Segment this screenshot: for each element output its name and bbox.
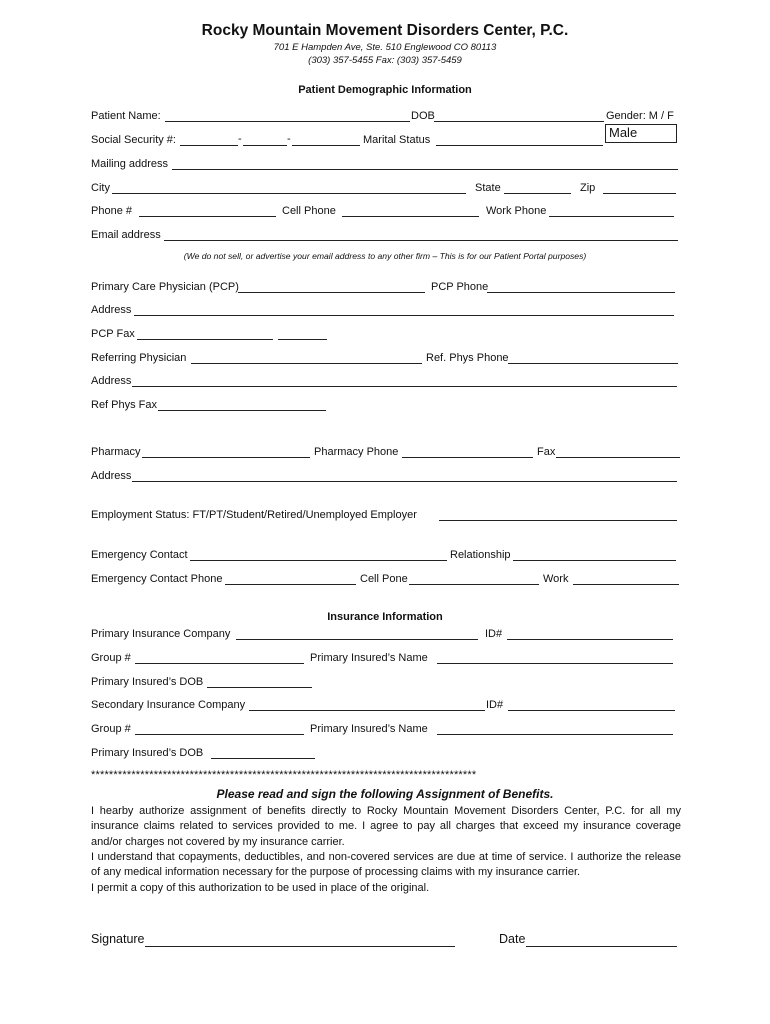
referring-label: Referring Physician <box>91 352 187 364</box>
ssn-dash-2: - <box>287 133 291 145</box>
email-note: (We do not sell, or advertise your email address to any other firm – This is for our Patient Portal purposes) <box>183 251 587 261</box>
signature-label: Signature <box>91 932 145 946</box>
secondary-insurance-field[interactable] <box>249 710 485 711</box>
mailing-field[interactable] <box>172 169 678 170</box>
pcp-fax-field-2[interactable] <box>278 339 327 340</box>
assignment-para-3: I permit a copy of this authorization to be used in place of the original. <box>91 882 430 894</box>
pharmacy-label: Pharmacy <box>91 446 141 458</box>
assignment-heading: Please read and sign the following Assignment of Benefits. <box>216 787 554 801</box>
signature-field[interactable] <box>145 946 455 947</box>
ref-phone-label: Ref. Phys Phone <box>426 352 509 364</box>
insured-name-field-2[interactable] <box>437 734 673 735</box>
work-phone-field[interactable] <box>549 216 674 217</box>
date-label: Date <box>499 932 526 946</box>
separator-stars: ************************************************************************************** <box>91 769 477 781</box>
primary-id-field[interactable] <box>507 639 673 640</box>
email-label: Email address <box>91 229 161 241</box>
city-field[interactable] <box>112 193 466 194</box>
demographics-heading: Patient Demographic Information <box>298 84 472 96</box>
relationship-label: Relationship <box>450 549 511 561</box>
insured-dob-label: Primary Insured’s DOB <box>91 676 204 688</box>
emergency-work-label: Work <box>543 573 569 585</box>
pharmacy-fax-label: Fax <box>537 446 556 458</box>
work-phone-label: Work Phone <box>486 205 547 217</box>
ssn-field-2[interactable] <box>243 145 287 146</box>
marital-label: Marital Status <box>363 134 431 146</box>
ref-address-label: Address <box>91 375 132 387</box>
group-field[interactable] <box>135 663 304 664</box>
insured-name-label: Primary Insured’s Name <box>310 652 428 664</box>
cell-field[interactable] <box>342 216 479 217</box>
mailing-label: Mailing address <box>91 158 169 170</box>
dob-label: DOB <box>411 110 435 122</box>
clinic-phone: (303) 357-5455 Fax: (303) 357-5459 <box>308 55 462 66</box>
state-label: State <box>475 182 501 194</box>
emergency-phone-field[interactable] <box>225 584 356 585</box>
primary-insurance-label: Primary Insurance Company <box>91 628 231 640</box>
insured-dob-field[interactable] <box>207 687 312 688</box>
state-field[interactable] <box>504 193 571 194</box>
employer-field[interactable] <box>439 520 677 521</box>
primary-id-label: ID# <box>485 628 503 640</box>
ssn-dash-1: - <box>238 133 242 145</box>
insurance-heading: Insurance Information <box>327 611 443 623</box>
pharmacy-fax-field[interactable] <box>556 457 680 458</box>
insured-name-label-2: Primary Insured’s Name <box>310 723 428 735</box>
ref-address-field[interactable] <box>132 386 677 387</box>
pcp-phone-field[interactable] <box>487 292 675 293</box>
emergency-phone-label: Emergency Contact Phone <box>91 573 223 585</box>
pcp-address-field[interactable] <box>134 315 674 316</box>
gender-value-box[interactable]: Male <box>605 124 677 143</box>
emergency-work-field[interactable] <box>573 584 679 585</box>
referring-field[interactable] <box>191 363 422 364</box>
patient-name-field[interactable] <box>165 121 410 122</box>
emergency-cell-label: Cell Pone <box>360 573 408 585</box>
patient-name-label: Patient Name: <box>91 110 161 122</box>
page-title: Rocky Mountain Movement Disorders Center, P.C. <box>201 22 569 39</box>
primary-insurance-field[interactable] <box>236 639 478 640</box>
ssn-field-1[interactable] <box>180 145 238 146</box>
insured-dob-label-2: Primary Insured’s DOB <box>91 747 204 759</box>
assignment-para-1: I hearby authorize assignment of benefits directly to Rocky Mountain Movement Disorders Center, P.C. for all my insurance claims related to services provided to me. I agree to pay all charges that exceed my insurance coverage and/or charges not covered by my insurance carrier. <box>91 805 681 848</box>
emergency-contact-field[interactable] <box>190 560 447 561</box>
ref-fax-field[interactable] <box>158 410 326 411</box>
pcp-fax-label: PCP Fax <box>91 328 135 340</box>
group-label-2: Group # <box>91 723 131 735</box>
dob-field[interactable] <box>434 121 604 122</box>
group-field-2[interactable] <box>135 734 304 735</box>
zip-label: Zip <box>580 182 596 194</box>
secondary-id-field[interactable] <box>508 710 675 711</box>
emergency-contact-label: Emergency Contact <box>91 549 188 561</box>
pharmacy-phone-label: Pharmacy Phone <box>314 446 399 458</box>
pcp-phone-label: PCP Phone <box>431 281 489 293</box>
pcp-fax-field-1[interactable] <box>137 339 273 340</box>
insured-name-field[interactable] <box>437 663 673 664</box>
pcp-address-label: Address <box>91 304 132 316</box>
pharmacy-address-field[interactable] <box>132 481 677 482</box>
clinic-address: 701 E Hampden Ave, Ste. 510 Englewood CO 80113 <box>273 42 497 53</box>
relationship-field[interactable] <box>513 560 676 561</box>
secondary-id-label: ID# <box>486 699 504 711</box>
secondary-insurance-label: Secondary Insurance Company <box>91 699 246 711</box>
pcp-field[interactable] <box>238 292 425 293</box>
city-label: City <box>91 182 110 194</box>
cell-label: Cell Phone <box>282 205 336 217</box>
ssn-label: Social Security #: <box>91 134 176 146</box>
insured-dob-field-2[interactable] <box>211 758 315 759</box>
pharmacy-phone-field[interactable] <box>402 457 533 458</box>
marital-field[interactable] <box>436 145 603 146</box>
pharmacy-field[interactable] <box>142 457 310 458</box>
pharmacy-address-label: Address <box>91 470 132 482</box>
ref-fax-label: Ref Phys Fax <box>91 399 158 411</box>
ref-phone-field[interactable] <box>508 363 678 364</box>
zip-field[interactable] <box>603 193 676 194</box>
emergency-cell-field[interactable] <box>409 584 539 585</box>
phone-label: Phone # <box>91 205 132 217</box>
employment-label: Employment Status: FT/PT/Student/Retired/Unemployed Employer <box>91 509 417 521</box>
date-field[interactable] <box>526 946 677 947</box>
gender-label: Gender: M / F <box>606 110 674 122</box>
ssn-field-3[interactable] <box>292 145 360 146</box>
pcp-label: Primary Care Physician (PCP) <box>91 281 239 293</box>
phone-field[interactable] <box>139 216 276 217</box>
email-field[interactable] <box>164 240 678 241</box>
group-label: Group # <box>91 652 131 664</box>
assignment-para-2: I understand that copayments, deductibles, and non-covered services are due at time of service. I authorize the release of any medical information necessary for the purpose of processing claims with my insurance carrier. <box>91 851 681 879</box>
